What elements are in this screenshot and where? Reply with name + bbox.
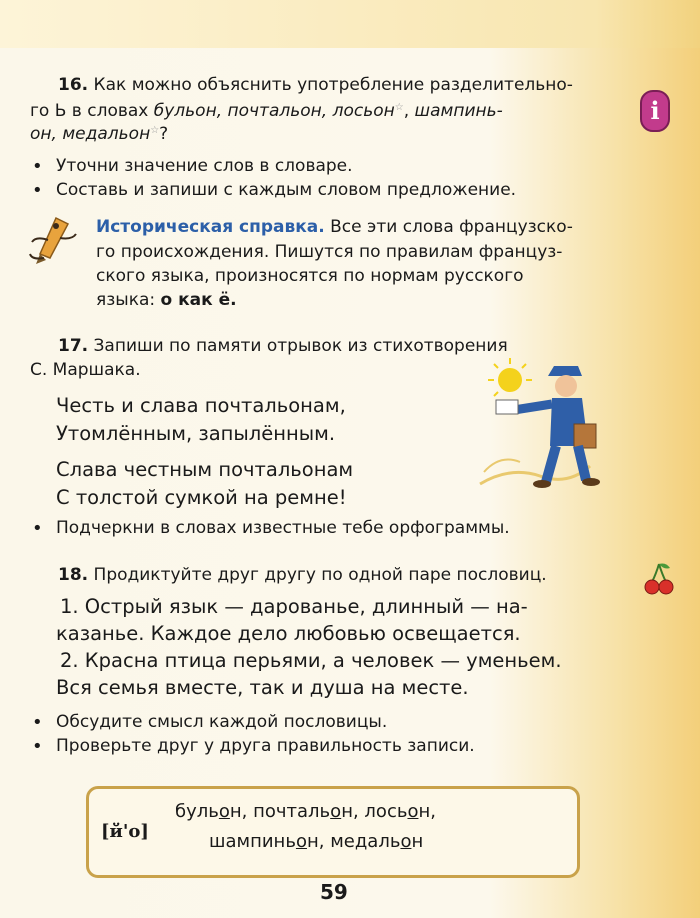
historical-note-bold: о как ё. [160,290,237,310]
rule-word-medalon: медальон [330,831,424,852]
rule-word-bulon: бульон, [175,801,248,822]
exercise-17-text-1: Запиши по памяти отрывок из стихотворения [93,336,508,356]
exercise-16-text-1: Как можно объяснить употребление разделительно- [93,75,573,95]
postman-illustration-icon [470,354,620,494]
exercise-16-bullet-2: • Составь и запиши с каждым словом предложение. [56,182,516,199]
exercise-16-words-2: шампинь- [414,101,503,121]
page-top-band [0,0,700,48]
historical-note-text-4: языка: [96,290,161,310]
historical-note-line-1 [96,219,573,236]
poem-line-2: Утомлённым, запылённым. [56,422,336,445]
rule-words-row-2 [209,833,423,851]
exercise-16-words-3: он, медальон [30,124,151,144]
transcription-label: [й'о] [101,821,149,842]
page-number: 59 [320,880,348,904]
rule-word-loson: лосьон, [364,801,436,822]
exercise-17-line-1 [58,338,508,355]
rule-word-pochtalon: почтальон, [253,801,359,822]
poem-line-4: С толстой сумкой на ремне! [56,486,347,509]
poem-line-3: Слава честным почтальонам [56,458,354,481]
exercise-16-number: 16. [58,75,89,95]
proverb-2-line-1: 2. Красна птица перьями, а человек — уменьем. [60,649,562,672]
historical-note-title: Историческая справка. [96,217,325,237]
exercise-18-bullet-2: • Проверьте друг у друга правильность записи. [56,738,475,755]
exercise-17-number: 17. [58,336,89,356]
rule-word-shampinon: шампиньон, [209,831,325,852]
exercise-16-line-3 [30,126,168,143]
exercise-16-bullet-1: • Уточни значение слов в словаре. [56,158,353,175]
historical-note-line-2: го происхождения. Пишутся по правилам француз- [96,242,563,262]
exercise-16-separator: , [403,101,415,121]
pencil-mascot-icon [26,214,86,266]
star-icon: ☆ [394,102,404,113]
cherry-icon [644,562,674,596]
exercise-16-text-2: го Ь в словах [30,101,154,121]
historical-note-line-4 [96,292,237,309]
exercise-17-line-2: С. Маршака. [30,360,141,380]
info-icon: i [640,90,670,132]
exercise-16-line-2 [30,103,503,120]
exercise-18-text-1: Продиктуйте друг другу по одной паре пословиц. [93,565,547,585]
exercise-17-bullet: • Подчеркни в словах известные тебе орфограммы. [56,520,510,537]
historical-note-line-3: ского языка, произносятся по нормам русского [96,266,524,286]
proverb-1-line-1: 1. Острый язык — дарованье, длинный — на- [60,595,528,618]
historical-note-text-1: Все эти слова французско- [330,217,573,237]
proverb-2-line-2: Вся семья вместе, так и душа на месте. [56,676,469,699]
proverb-1-line-2: казанье. Каждое дело любовью освещается. [56,622,521,645]
exercise-16-question-mark: ? [159,124,169,144]
spelling-rule-box [86,786,580,878]
exercise-18-number: 18. [58,565,89,585]
rule-words-row-1 [175,803,436,821]
exercise-18-line-1 [58,567,547,584]
star-icon: ☆ [150,125,160,136]
exercise-16-line-1 [58,77,573,94]
exercise-18-bullet-1: • Обсудите смысл каждой пословицы. [56,714,387,731]
poem-line-1: Честь и слава почтальонам, [56,394,346,417]
exercise-16-words-1: бульон, почтальон, лосьон [153,101,395,121]
